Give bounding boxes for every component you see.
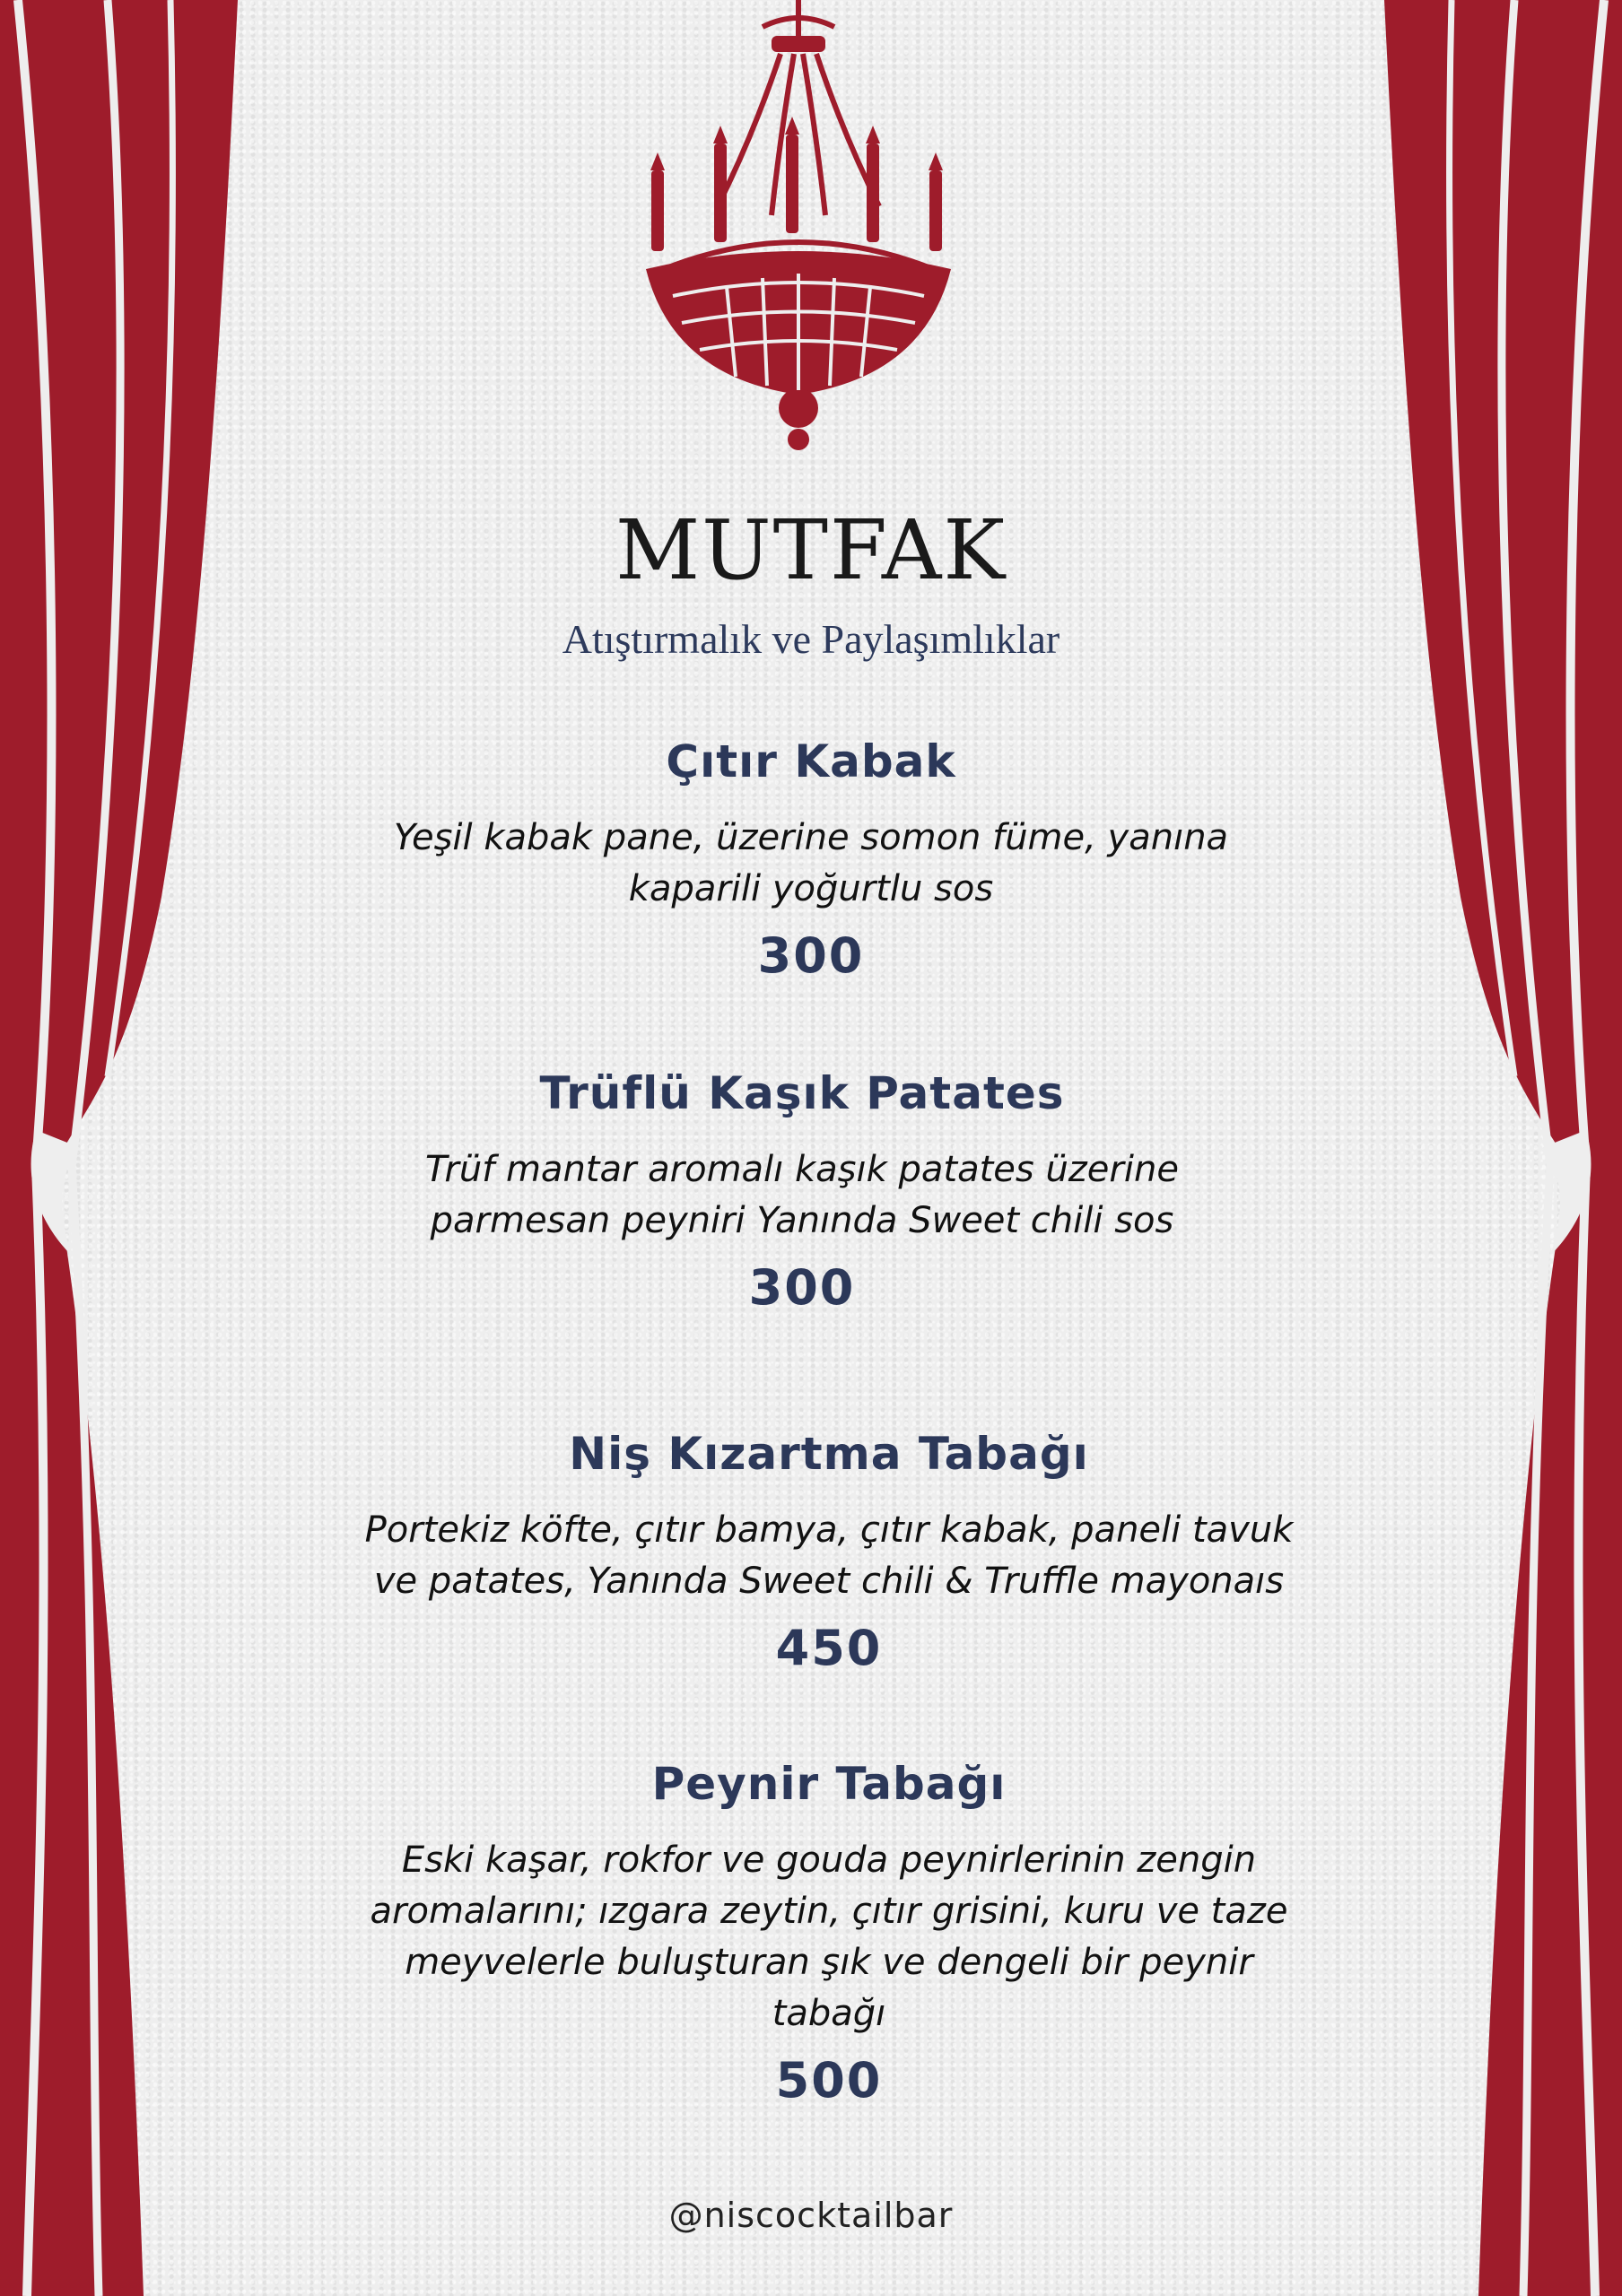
item-desc-line: parmesan peyniri Yanında Sweet chili sos — [430, 1200, 1174, 1241]
item-desc-line: tabağı — [772, 1993, 886, 2034]
item-desc-line: Eski kaşar, rokfor ve gouda peynirlerinin zengin — [401, 1839, 1257, 1881]
item-price: 300 — [757, 927, 865, 984]
item-price: 500 — [775, 2052, 883, 2109]
item-description — [309, 1144, 1295, 1247]
item-description — [300, 1835, 1358, 2039]
item-desc-line: Trüf mantar aromalı kaşık patates üzerine — [425, 1149, 1179, 1190]
item-price: 450 — [775, 1620, 883, 1676]
item-desc-line: Portekiz köfte, çıtır bamya, çıtır kabak, paneli tavuk — [364, 1509, 1294, 1551]
item-description — [327, 813, 1295, 915]
item-price: 300 — [748, 1259, 856, 1316]
item-name: Çıtır Kabak — [666, 735, 956, 787]
menu-item — [309, 1067, 1295, 1316]
item-desc-line: ve patates, Yanında Sweet chili & Truffle mayonaıs — [373, 1561, 1285, 1602]
item-desc-line: meyvelerle buluşturan şık ve dengeli bir peynir — [405, 1942, 1253, 1983]
menu-item — [327, 735, 1295, 984]
menu-item — [300, 1428, 1358, 1676]
item-desc-line: kaparili yoğurtlu sos — [628, 868, 994, 909]
item-name: Peynir Tabağı — [651, 1758, 1007, 1810]
item-name: Trüflü Kaşık Patates — [539, 1067, 1065, 1119]
social-handle: @niscocktailbar — [668, 2196, 954, 2235]
item-description — [300, 1505, 1358, 1607]
item-desc-line: Yeşil kabak pane, üzerine somon füme, yanına — [393, 817, 1229, 858]
item-name: Niş Kızartma Tabağı — [569, 1428, 1089, 1480]
menu-item — [300, 1758, 1358, 2109]
item-desc-line: aromalarını; ızgara zeytin, çıtır grisini, kuru ve taze — [370, 1891, 1288, 1932]
page-title: MUTFAK — [615, 502, 1007, 598]
page-subtitle: Atıştırmalık ve Paylaşımlıklar — [562, 616, 1060, 662]
